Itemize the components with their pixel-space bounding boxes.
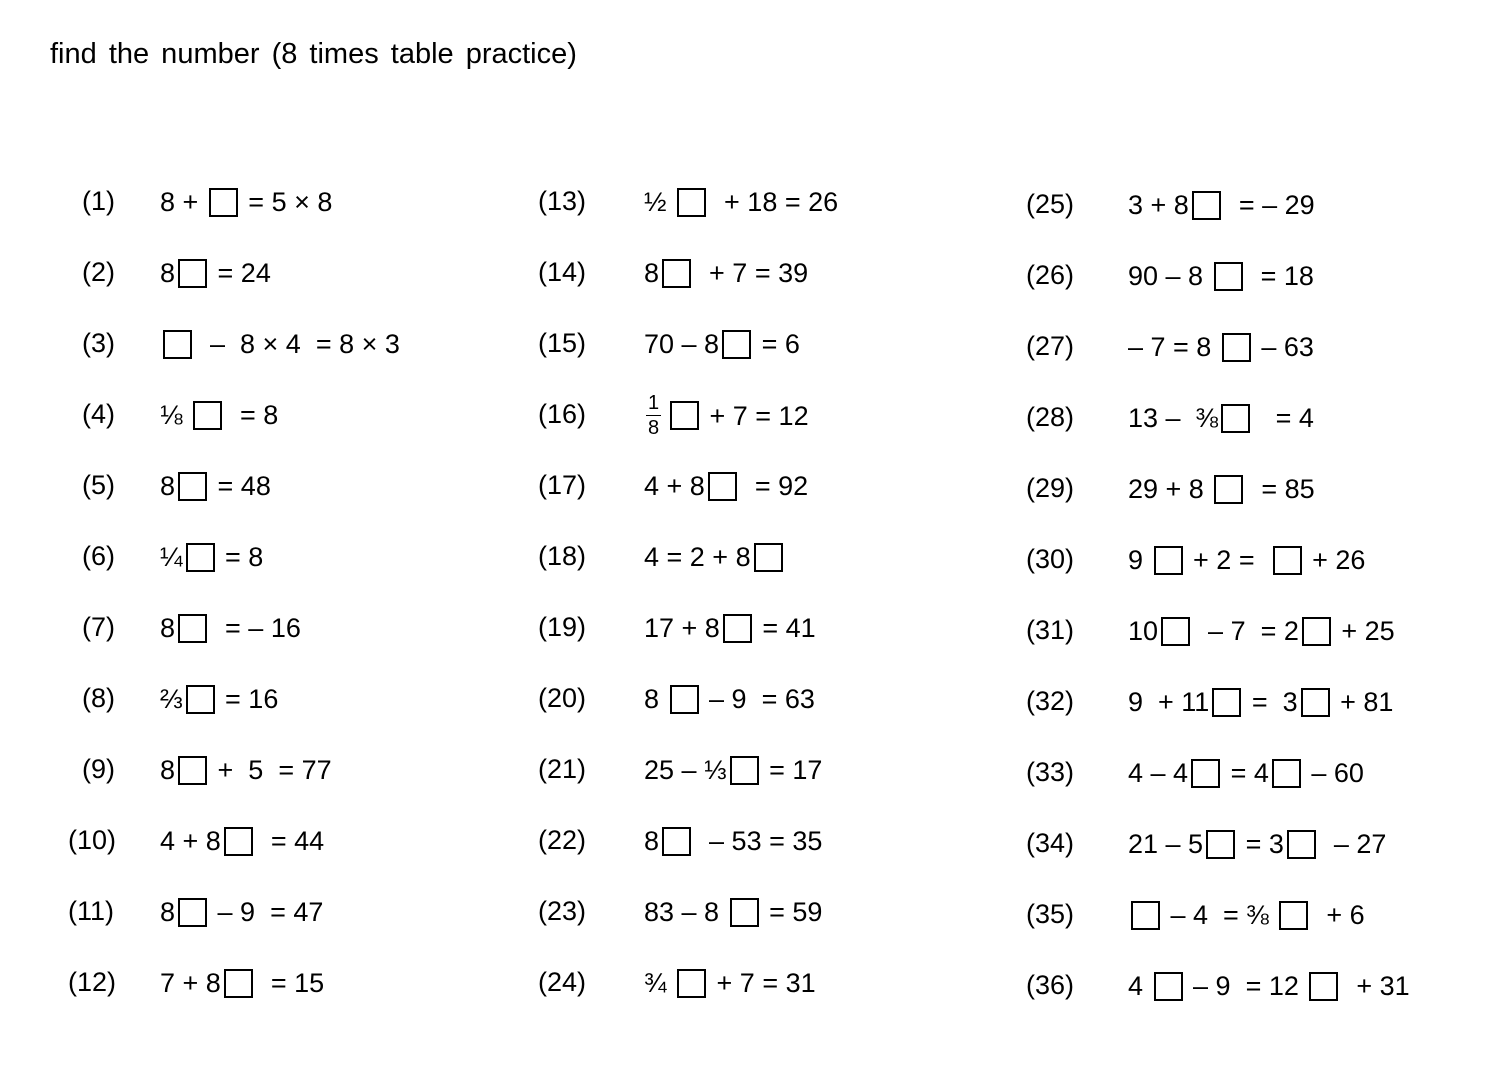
expression-text: 9 + 11 — [1128, 687, 1210, 717]
expression-text: 7 + 8 — [160, 968, 221, 998]
expression-text: 21 – 5 — [1128, 829, 1204, 859]
expression-text: ⅔ — [160, 684, 183, 714]
problem-number: (9) — [82, 754, 115, 784]
answer-box[interactable] — [662, 827, 691, 856]
expression-text: 13 – ⅜ — [1128, 403, 1219, 433]
expression-text: = – 29 — [1223, 190, 1315, 220]
problem-expression — [160, 613, 301, 643]
expression-text: ¼ — [160, 542, 183, 572]
expression-text: 8 — [644, 826, 660, 856]
answer-box[interactable] — [178, 898, 207, 927]
expression-text: – 7 = 2 — [1193, 616, 1299, 646]
expression-text: – 9 = 47 — [210, 897, 324, 927]
expression-text: + 5 = 77 — [210, 755, 332, 785]
answer-box[interactable] — [224, 969, 253, 998]
expression-text: = 17 — [761, 755, 823, 785]
problem-number: (3) — [82, 328, 115, 358]
problem-expression — [644, 258, 808, 288]
expression-text: 8 — [644, 684, 667, 714]
problem-expression — [160, 542, 263, 572]
problem-number: (6) — [82, 541, 115, 571]
problem-expression — [160, 329, 400, 359]
answer-box[interactable] — [1131, 901, 1160, 930]
answer-box[interactable] — [1272, 759, 1301, 788]
expression-text: 4 + 8 — [644, 471, 705, 501]
answer-box[interactable] — [677, 188, 706, 217]
answer-box[interactable] — [1301, 688, 1330, 717]
problem-expression — [644, 471, 808, 501]
expression-text: 4 — [1128, 971, 1151, 1001]
answer-box[interactable] — [1192, 191, 1221, 220]
expression-text: 70 – 8 — [644, 329, 720, 359]
problem-number: (11) — [68, 896, 115, 926]
expression-text: + 7 = 39 — [694, 258, 809, 288]
problem-number: (16) — [538, 399, 587, 429]
expression-text: 8 — [160, 258, 176, 288]
expression-text: = 41 — [754, 613, 816, 643]
expression-text: 4 = 2 + 8 — [644, 542, 751, 572]
expression-text: 9 — [1128, 545, 1151, 575]
expression-text: – 63 — [1253, 332, 1314, 362]
problem-expression — [1128, 545, 1365, 575]
problem-expression — [160, 968, 324, 998]
expression-text: = 48 — [210, 471, 271, 501]
problem-number: (21) — [538, 754, 587, 784]
expression-text: = 59 — [761, 897, 823, 927]
answer-box[interactable] — [178, 614, 207, 643]
problem-expression — [644, 826, 822, 856]
expression-text: 8 — [160, 613, 176, 643]
problem-number: (13) — [538, 186, 587, 216]
expression-text: ½ — [644, 187, 675, 217]
expression-text: 90 – 8 — [1128, 261, 1211, 291]
problem-expression — [160, 826, 324, 856]
problem-number: (14) — [538, 257, 587, 287]
answer-box[interactable] — [186, 685, 215, 714]
expression-text: = 5 × 8 — [240, 187, 333, 217]
answer-box[interactable] — [1287, 830, 1316, 859]
problem-expression — [1128, 261, 1314, 291]
answer-box[interactable] — [1214, 262, 1243, 291]
expression-text: 8 + — [160, 187, 206, 217]
answer-box[interactable] — [178, 259, 207, 288]
expression-text: = 15 — [255, 968, 325, 998]
answer-box[interactable] — [1214, 475, 1243, 504]
problem-number: (19) — [538, 612, 587, 642]
problem-expression — [1128, 474, 1315, 504]
expression-text: 10 — [1128, 616, 1159, 646]
problem-expression — [644, 187, 838, 217]
answer-box[interactable] — [1191, 759, 1220, 788]
answer-box[interactable] — [1206, 830, 1235, 859]
expression-text: – 27 — [1318, 829, 1387, 859]
problem-expression — [160, 258, 271, 288]
problem-number: (28) — [1026, 402, 1075, 432]
answer-box[interactable] — [209, 188, 238, 217]
expression-text: 8 — [160, 755, 176, 785]
expression-text: + 81 — [1332, 687, 1394, 717]
expression-text: – 8 × 4 = 8 × 3 — [195, 329, 400, 359]
answer-box[interactable] — [186, 543, 215, 572]
expression-text: = 4 — [1253, 403, 1314, 433]
expression-text: 83 – 8 — [644, 897, 727, 927]
problem-expression — [1128, 971, 1410, 1001]
problem-expression — [1128, 829, 1386, 859]
expression-text: ⅛ — [160, 400, 191, 430]
answer-box[interactable] — [1161, 617, 1190, 646]
expression-text: = 8 — [225, 400, 279, 430]
problem-expression — [644, 684, 815, 714]
answer-box[interactable] — [1221, 404, 1250, 433]
answer-box[interactable] — [1222, 333, 1251, 362]
answer-box[interactable] — [178, 756, 207, 785]
expression-text: = 3 — [1244, 687, 1298, 717]
answer-box[interactable] — [163, 330, 192, 359]
expression-text: ¾ — [644, 968, 675, 998]
expression-text: + 7 = 31 — [709, 968, 816, 998]
problem-number: (20) — [538, 683, 587, 713]
expression-text: = 18 — [1245, 261, 1314, 291]
expression-text: – 9 = 63 — [701, 684, 815, 714]
answer-box[interactable] — [1273, 546, 1302, 575]
problem-number: (36) — [1026, 970, 1075, 1000]
problem-expression — [160, 471, 271, 501]
answer-box[interactable] — [670, 401, 699, 430]
expression-text: = 8 — [217, 542, 264, 572]
expression-text: + 25 — [1333, 616, 1395, 646]
problem-number: (1) — [82, 186, 115, 216]
problem-expression — [160, 755, 332, 785]
problem-expression — [1128, 900, 1365, 930]
expression-text: = 24 — [210, 258, 271, 288]
fraction-numerator: 1 — [647, 392, 660, 414]
problem-number: (25) — [1026, 189, 1075, 219]
problem-expression — [644, 613, 816, 643]
fraction-denominator: 8 — [647, 417, 660, 439]
expression-text: – 60 — [1303, 758, 1364, 788]
problem-number: (30) — [1026, 544, 1075, 574]
problem-expression — [644, 542, 786, 572]
problem-number: (2) — [82, 257, 115, 287]
problem-expression — [1128, 687, 1393, 717]
expression-text: = 44 — [255, 826, 325, 856]
problem-expression — [160, 897, 323, 927]
answer-box[interactable] — [1154, 972, 1183, 1001]
answer-box[interactable] — [1279, 901, 1308, 930]
expression-text: + 26 — [1304, 545, 1366, 575]
expression-text: + 6 — [1311, 900, 1365, 930]
problem-expression — [1128, 190, 1315, 220]
expression-text: = 85 — [1246, 474, 1315, 504]
expression-text: = – 16 — [210, 613, 301, 643]
expression-text: = 16 — [217, 684, 279, 714]
expression-text: 3 + 8 — [1128, 190, 1189, 220]
expression-text: 4 + 8 — [160, 826, 221, 856]
problem-number: (8) — [82, 683, 115, 713]
problem-number: (35) — [1026, 899, 1075, 929]
problem-number: (27) — [1026, 331, 1075, 361]
expression-text: 25 – ⅓ — [644, 755, 727, 785]
expression-text: 4 – 4 — [1128, 758, 1189, 788]
answer-box[interactable] — [730, 756, 759, 785]
expression-text: 8 — [160, 897, 176, 927]
expression-text: + 31 — [1341, 971, 1410, 1001]
answer-box[interactable] — [193, 401, 222, 430]
problem-number: (34) — [1026, 828, 1075, 858]
expression-text: + 18 = 26 — [709, 187, 839, 217]
problem-number: (10) — [68, 825, 117, 855]
problem-expression — [644, 897, 822, 927]
problem-number: (24) — [538, 967, 587, 997]
problem-number: (33) — [1026, 757, 1075, 787]
expression-text: – 7 = 8 — [1128, 332, 1219, 362]
answer-box[interactable] — [722, 330, 751, 359]
expression-text: – 9 = 12 — [1185, 971, 1307, 1001]
expression-text: 29 + 8 — [1128, 474, 1212, 504]
problem-number: (23) — [538, 896, 587, 926]
expression-text: – 4 = ⅜ — [1163, 900, 1277, 930]
answer-box[interactable] — [1212, 688, 1241, 717]
problem-number: (22) — [538, 825, 587, 855]
problem-number: (7) — [82, 612, 115, 642]
problem-expression — [160, 400, 278, 430]
answer-box[interactable] — [1309, 972, 1338, 1001]
page-title: find the number (8 times table practice) — [50, 38, 577, 70]
problem-expression — [1128, 616, 1395, 646]
answer-box[interactable] — [754, 543, 783, 572]
expression-text: = 6 — [754, 329, 800, 359]
answer-box[interactable] — [178, 472, 207, 501]
expression-text: = 3 — [1238, 829, 1284, 859]
answer-box[interactable] — [1302, 617, 1331, 646]
problem-expression — [1128, 758, 1364, 788]
answer-box[interactable] — [670, 685, 699, 714]
answer-box[interactable] — [730, 898, 759, 927]
expression-text: + 2 = — [1185, 545, 1270, 575]
answer-box[interactable] — [662, 259, 691, 288]
expression-text: 8 — [644, 258, 660, 288]
expression-text: – 53 = 35 — [694, 826, 823, 856]
expression-text: + 7 = 12 — [702, 400, 809, 431]
expression-text: 8 — [160, 471, 176, 501]
answer-box[interactable] — [1154, 546, 1183, 575]
expression-text: = 4 — [1223, 758, 1269, 788]
answer-box[interactable] — [677, 969, 706, 998]
problem-number: (18) — [538, 541, 587, 571]
problem-number: (17) — [538, 470, 587, 500]
problem-number: (12) — [68, 967, 117, 997]
problem-expression — [160, 187, 332, 217]
expression-text: = 92 — [739, 471, 809, 501]
fraction — [646, 393, 661, 438]
answer-box[interactable] — [723, 614, 752, 643]
problem-expression — [644, 755, 822, 785]
problem-expression — [644, 393, 809, 438]
answer-box[interactable] — [224, 827, 253, 856]
problem-expression — [644, 329, 800, 359]
problem-expression — [1128, 332, 1314, 362]
problem-number: (31) — [1026, 615, 1075, 645]
problem-number: (29) — [1026, 473, 1075, 503]
problem-expression — [644, 968, 816, 998]
problem-expression — [1128, 403, 1314, 433]
problem-number: (4) — [82, 399, 115, 429]
problem-number: (15) — [538, 328, 587, 358]
problem-expression — [160, 684, 278, 714]
expression-text: 17 + 8 — [644, 613, 720, 643]
problem-number: (26) — [1026, 260, 1075, 290]
problem-number: (5) — [82, 470, 115, 500]
fraction-bar — [646, 415, 661, 416]
answer-box[interactable] — [708, 472, 737, 501]
problem-number: (32) — [1026, 686, 1075, 716]
